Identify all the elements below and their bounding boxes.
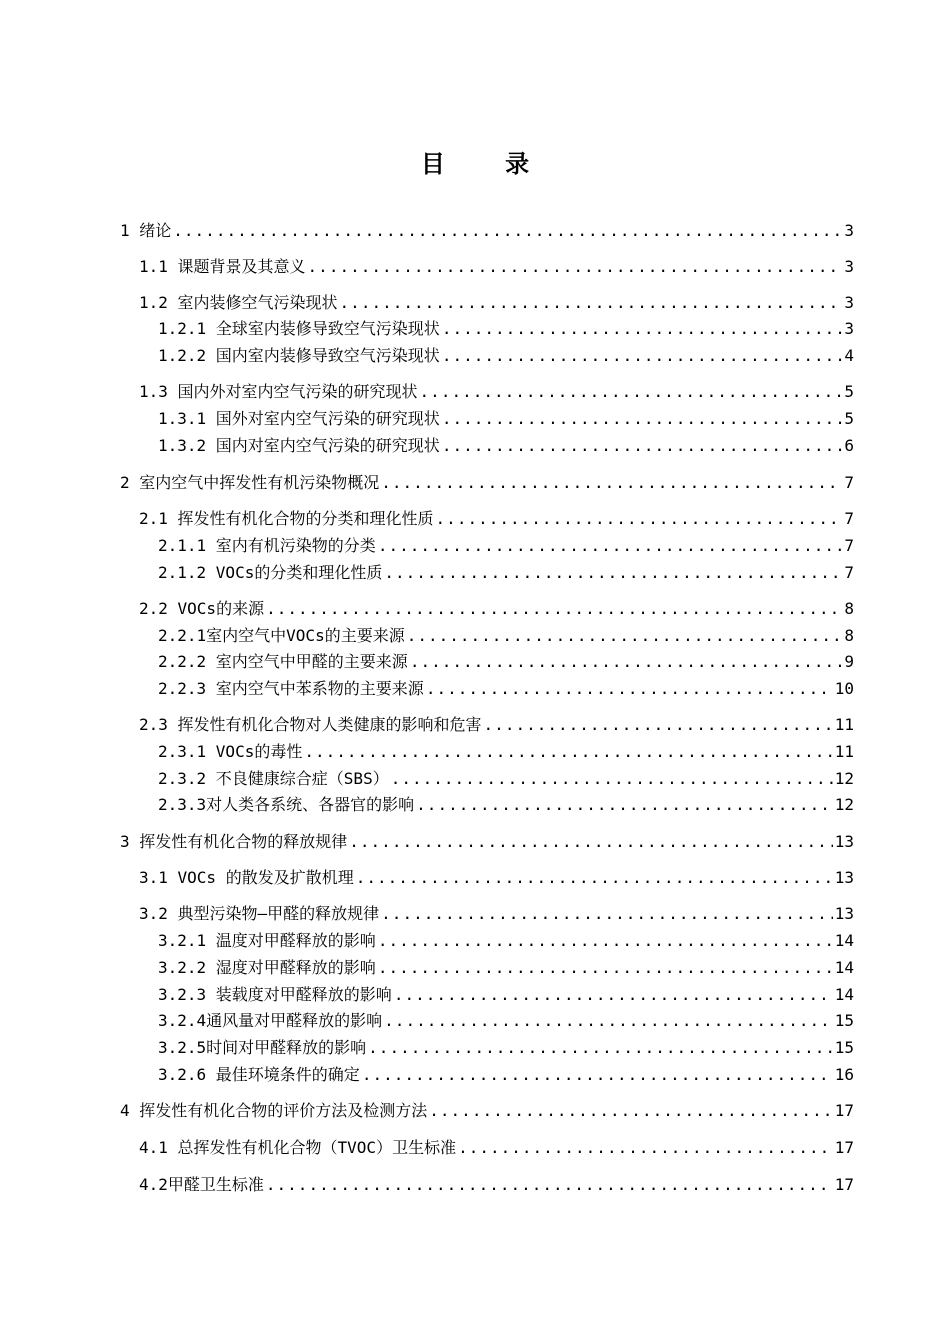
toc-page-number: 14 <box>834 931 854 950</box>
toc-page-number: 11 <box>834 715 854 734</box>
toc-dot-leader <box>340 292 843 314</box>
toc-dot-leader <box>378 957 833 979</box>
toc-entry[interactable] <box>158 625 854 647</box>
toc-entry[interactable] <box>139 381 854 403</box>
toc-entry[interactable] <box>158 768 854 790</box>
toc-entry[interactable] <box>158 435 854 457</box>
toc-entry-title: 2.2.3 室内空气中苯系物的主要来源 <box>158 679 424 698</box>
toc-entry[interactable] <box>158 794 854 816</box>
toc-entry[interactable] <box>120 472 854 494</box>
toc-entry-title: 1.2 室内装修空气污染现状 <box>139 293 338 312</box>
toc-page-number: 17 <box>834 1138 854 1157</box>
toc-page-number: 13 <box>834 904 854 923</box>
toc-dot-leader <box>436 508 843 530</box>
toc-page-number: 5 <box>844 409 854 428</box>
toc-dot-leader <box>394 984 833 1006</box>
toc-entry-title: 3.2.2 湿度对甲醛释放的影响 <box>158 958 376 977</box>
toc-dot-leader <box>349 831 832 853</box>
toc-entry-title: 3.2.4通风量对甲醛释放的影响 <box>158 1011 383 1030</box>
toc-entry-title: 1.1 课题背景及其意义 <box>139 257 306 276</box>
toc-dot-leader <box>266 598 842 620</box>
toc-entry[interactable] <box>158 562 854 584</box>
toc-page-number: 11 <box>834 742 854 761</box>
toc-entry[interactable] <box>158 318 854 340</box>
toc-entry-title: 4.1 总挥发性有机化合物（TVOC）卫生标准 <box>139 1138 457 1157</box>
toc-page-number: 15 <box>834 1011 854 1030</box>
toc-dot-leader <box>308 256 843 278</box>
toc-page-number: 15 <box>834 1038 854 1057</box>
toc-entry-title: 2.2 VOCs的来源 <box>139 599 265 618</box>
toc-entry-title: 4 挥发性有机化合物的评价方法及检测方法 <box>120 1101 428 1120</box>
toc-page-number: 16 <box>834 1065 854 1084</box>
toc-dot-leader <box>378 930 833 952</box>
toc-entry[interactable] <box>120 831 854 853</box>
toc-entry[interactable] <box>158 408 854 430</box>
toc-entry[interactable] <box>158 984 854 1006</box>
toc-dot-leader <box>442 435 843 457</box>
toc-entry[interactable] <box>120 220 854 242</box>
toc-entry-title: 1.2.2 国内室内装修导致空气污染现状 <box>158 346 440 365</box>
toc-page-number: 13 <box>834 832 854 851</box>
toc-entry-title: 2.1.2 VOCs的分类和理化性质 <box>158 563 383 582</box>
toc-entry[interactable] <box>158 651 854 673</box>
toc-page-number: 3 <box>844 319 854 338</box>
toc-entry[interactable] <box>158 345 854 367</box>
toc-page-number: 8 <box>844 626 854 645</box>
toc-dot-leader <box>416 794 833 816</box>
toc-entry-title: 1.3 国内外对室内空气污染的研究现状 <box>139 382 418 401</box>
toc-dot-leader <box>442 345 843 367</box>
toc-entry[interactable] <box>139 598 854 620</box>
toc-entry[interactable] <box>139 508 854 530</box>
toc-entry[interactable] <box>139 256 854 278</box>
toc-entry[interactable] <box>158 678 854 700</box>
toc-page-number: 3 <box>844 257 854 276</box>
toc-dot-leader <box>442 408 843 430</box>
toc-dot-leader <box>426 678 833 700</box>
toc-entry-title: 2.1 挥发性有机化合物的分类和理化性质 <box>139 509 434 528</box>
toc-entry[interactable] <box>158 535 854 557</box>
toc-page-number: 3 <box>844 221 854 240</box>
toc-entry[interactable] <box>139 903 854 925</box>
toc-dot-leader <box>429 1100 832 1122</box>
toc-dot-leader <box>407 625 843 647</box>
toc-page-number: 14 <box>834 958 854 977</box>
toc-dot-leader <box>410 651 843 673</box>
toc-entry-title: 2.3 挥发性有机化合物对人类健康的影响和危害 <box>139 715 482 734</box>
toc-page-number: 17 <box>834 1101 854 1120</box>
toc-page-number: 12 <box>834 769 854 788</box>
toc-entry-title: 2.3.2 不良健康综合症（SBS） <box>158 769 389 788</box>
toc-entry[interactable] <box>158 957 854 979</box>
toc-entry-title: 2.3.1 VOCs的毒性 <box>158 742 303 761</box>
toc-dot-leader <box>384 562 842 584</box>
toc-dot-leader <box>368 1037 833 1059</box>
toc-page-number: 7 <box>844 536 854 555</box>
toc-entry[interactable] <box>158 1064 854 1086</box>
toc-dot-leader <box>458 1137 833 1159</box>
toc-dot-leader <box>304 741 832 763</box>
toc-dot-leader <box>442 318 843 340</box>
toc-entry-title: 2.2.2 室内空气中甲醛的主要来源 <box>158 652 408 671</box>
toc-entry-title: 1.3.2 国内对室内空气污染的研究现状 <box>158 436 440 455</box>
toc-entry[interactable] <box>158 930 854 952</box>
toc-entry-title: 3.2.1 温度对甲醛释放的影响 <box>158 931 376 950</box>
toc-dot-leader <box>420 381 843 403</box>
toc-entry-title: 3 挥发性有机化合物的释放规律 <box>120 832 348 851</box>
toc-entry-title: 2.3.3对人类各系统、各器官的影响 <box>158 795 415 814</box>
toc-page-number: 17 <box>834 1175 854 1194</box>
toc-page-number: 12 <box>834 795 854 814</box>
toc-entry-title: 2 室内空气中挥发性有机污染物概况 <box>120 473 380 492</box>
toc-dot-leader <box>381 472 842 494</box>
toc-entry[interactable] <box>139 867 854 889</box>
toc-entry[interactable] <box>158 1010 854 1032</box>
toc-entry-title: 1 绪论 <box>120 221 172 240</box>
toc-dot-leader <box>362 1064 833 1086</box>
toc-page-number: 7 <box>844 563 854 582</box>
toc-entry-title: 1.2.1 全球室内装修导致空气污染现状 <box>158 319 440 338</box>
toc-title: 目 录 <box>420 149 556 178</box>
toc-entry[interactable] <box>139 292 854 314</box>
toc-entry[interactable] <box>120 1100 854 1122</box>
toc-entry[interactable] <box>158 741 854 763</box>
toc-entry-title: 4.2甲醛卫生标准 <box>139 1175 264 1194</box>
toc-entry-title: 3.2 典型污染物—甲醛的释放规律 <box>139 904 380 923</box>
toc-dot-leader <box>378 535 843 557</box>
toc-dot-leader <box>266 1174 833 1196</box>
toc-page-number: 10 <box>834 679 854 698</box>
toc-page-number: 3 <box>844 293 854 312</box>
toc-page-number: 13 <box>834 868 854 887</box>
toc-entry-title: 3.2.6 最佳环境条件的确定 <box>158 1065 360 1084</box>
toc-entry-title: 3.1 VOCs 的散发及扩散机理 <box>139 868 354 887</box>
toc-entry[interactable] <box>139 714 854 736</box>
toc-entry-title: 2.1.1 室内有机污染物的分类 <box>158 536 376 555</box>
toc-entry[interactable] <box>158 1037 854 1059</box>
toc-dot-leader <box>391 768 833 790</box>
toc-entry-title: 1.3.1 国外对室内空气污染的研究现状 <box>158 409 440 428</box>
toc-page-number: 7 <box>844 473 854 492</box>
toc-entry-title: 3.2.3 装载度对甲醛释放的影响 <box>158 985 392 1004</box>
toc-dot-leader <box>381 903 833 925</box>
toc-page-number: 7 <box>844 509 854 528</box>
toc-page-number: 14 <box>834 985 854 1004</box>
toc-entry[interactable] <box>139 1137 854 1159</box>
toc-page-number: 8 <box>844 599 854 618</box>
toc-entry[interactable] <box>139 1174 854 1196</box>
toc-page-number: 6 <box>844 436 854 455</box>
toc-dot-leader <box>173 220 842 242</box>
toc-page-number: 5 <box>844 382 854 401</box>
toc-dot-leader <box>356 867 833 889</box>
toc-entry-title: 3.2.5时间对甲醛释放的影响 <box>158 1038 367 1057</box>
toc-page-number: 9 <box>844 652 854 671</box>
toc-page-number: 4 <box>844 346 854 365</box>
toc-entry-title: 2.2.1室内空气中VOCs的主要来源 <box>158 626 405 645</box>
toc-dot-leader <box>484 714 833 736</box>
toc-dot-leader <box>384 1010 833 1032</box>
